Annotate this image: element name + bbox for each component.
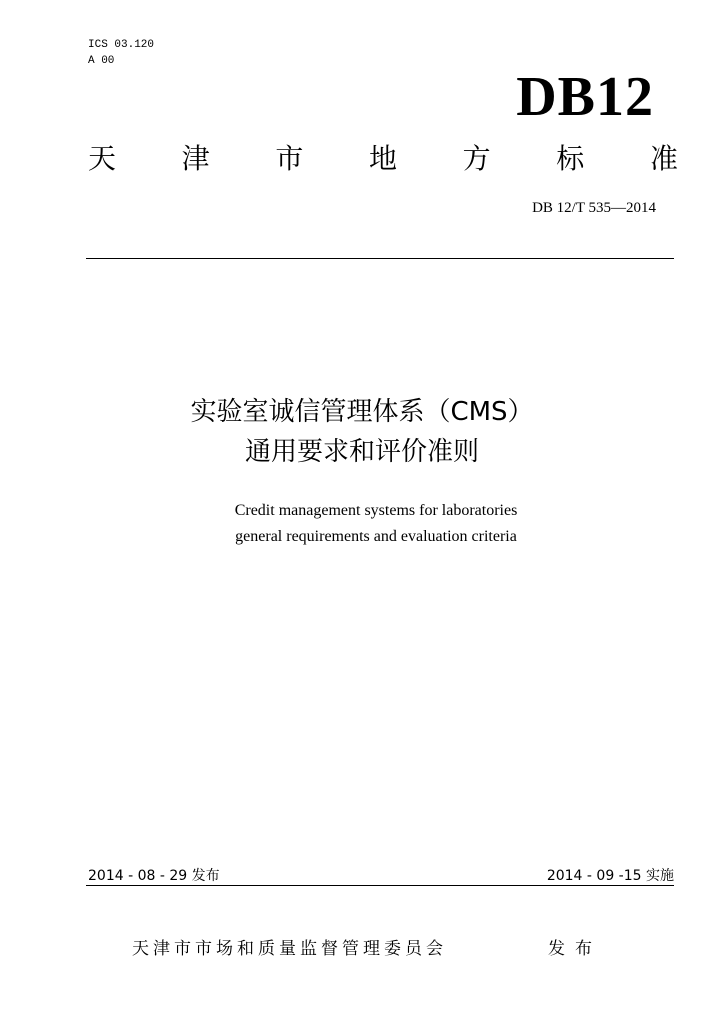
region-char: 天 (88, 142, 117, 175)
standard-number: DB 12/T 535—2014 (532, 200, 656, 216)
issue-date: 2014 - 08 - 29 发布 (88, 868, 220, 884)
category-code: A 00 (88, 55, 115, 67)
publish-label: 发布 (548, 939, 602, 959)
region-char: 市 (275, 142, 304, 175)
top-divider (86, 258, 674, 259)
region-char: 标 (556, 142, 585, 175)
region-standard-title (88, 142, 678, 176)
effective-date: 2014 - 09 -15 实施 (546, 868, 674, 884)
db-logo: DB12 (516, 66, 654, 128)
publisher-row (132, 937, 602, 961)
date-row (88, 866, 674, 886)
classification-codes (88, 37, 154, 69)
region-char: 地 (368, 142, 397, 175)
chinese-title-line-2: 通用要求和评价准则 (244, 437, 479, 467)
chinese-title-line-1: 实验室诚信管理体系（CMS） (190, 397, 534, 427)
publisher-name: 天津市市场和质量监督管理委员会 (132, 939, 447, 959)
english-title-line-2: general requirements and evaluation criteria (235, 528, 517, 545)
region-char: 方 (462, 142, 491, 175)
region-char: 准 (649, 142, 678, 175)
bottom-divider (86, 885, 674, 886)
english-title (0, 498, 724, 550)
chinese-title (0, 392, 724, 472)
ics-code: ICS 03.120 (88, 39, 155, 51)
region-char: 津 (181, 142, 210, 175)
english-title-line-1: Credit management systems for laboratories (234, 502, 518, 519)
